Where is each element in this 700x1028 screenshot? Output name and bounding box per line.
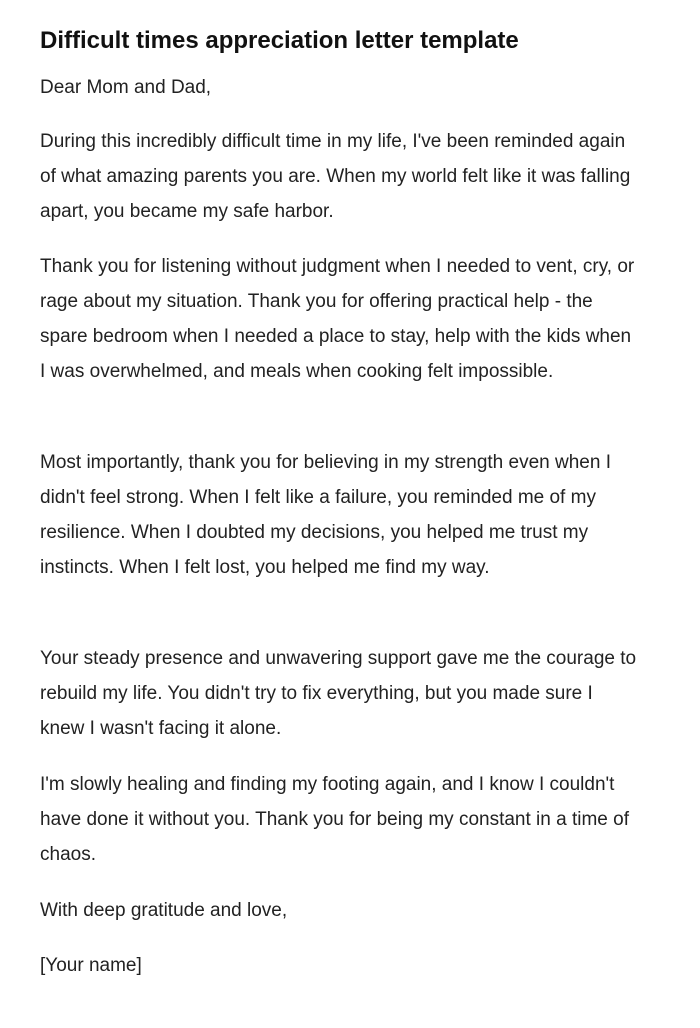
letter-paragraph-4: Your steady presence and unwavering support gave me the courage to rebuild my life. You didn't try to fix everything, but you made sure I knew I wasn't facing it alone. — [40, 648, 637, 739]
letter-closing: With deep gratitude and love, — [40, 900, 288, 921]
letter-paragraph-5: I'm slowly healing and finding my footing again, and I know I couldn't have done it without you. Thank you for being my constant in a time of chaos. — [40, 774, 629, 865]
page-title: Difficult times appreciation letter template — [40, 27, 519, 54]
letter-paragraph-3: Most importantly, thank you for believing in my strength even when I didn't feel strong. When I felt like a failure, you reminded me of my resilience. When I doubted my decisions, you helped me trust my instincts. When I felt lost, you helped me find my way. — [40, 452, 611, 578]
letter-paragraph-2: Thank you for listening without judgment when I needed to vent, cry, or rage about my situation. Thank you for offering practical help - the spare bedroom when I needed a place to stay, help with the kids when I was overwhelmed, and meals when cooking felt impossible. — [40, 256, 635, 382]
letter-signature: [Your name] — [40, 955, 142, 976]
letter-paragraph-1: During this incredibly difficult time in my life, I've been reminded again of what amazing parents you are. When my world felt like it was falling apart, you became my safe harbor. — [40, 131, 631, 222]
letter-salutation: Dear Mom and Dad, — [40, 77, 212, 98]
